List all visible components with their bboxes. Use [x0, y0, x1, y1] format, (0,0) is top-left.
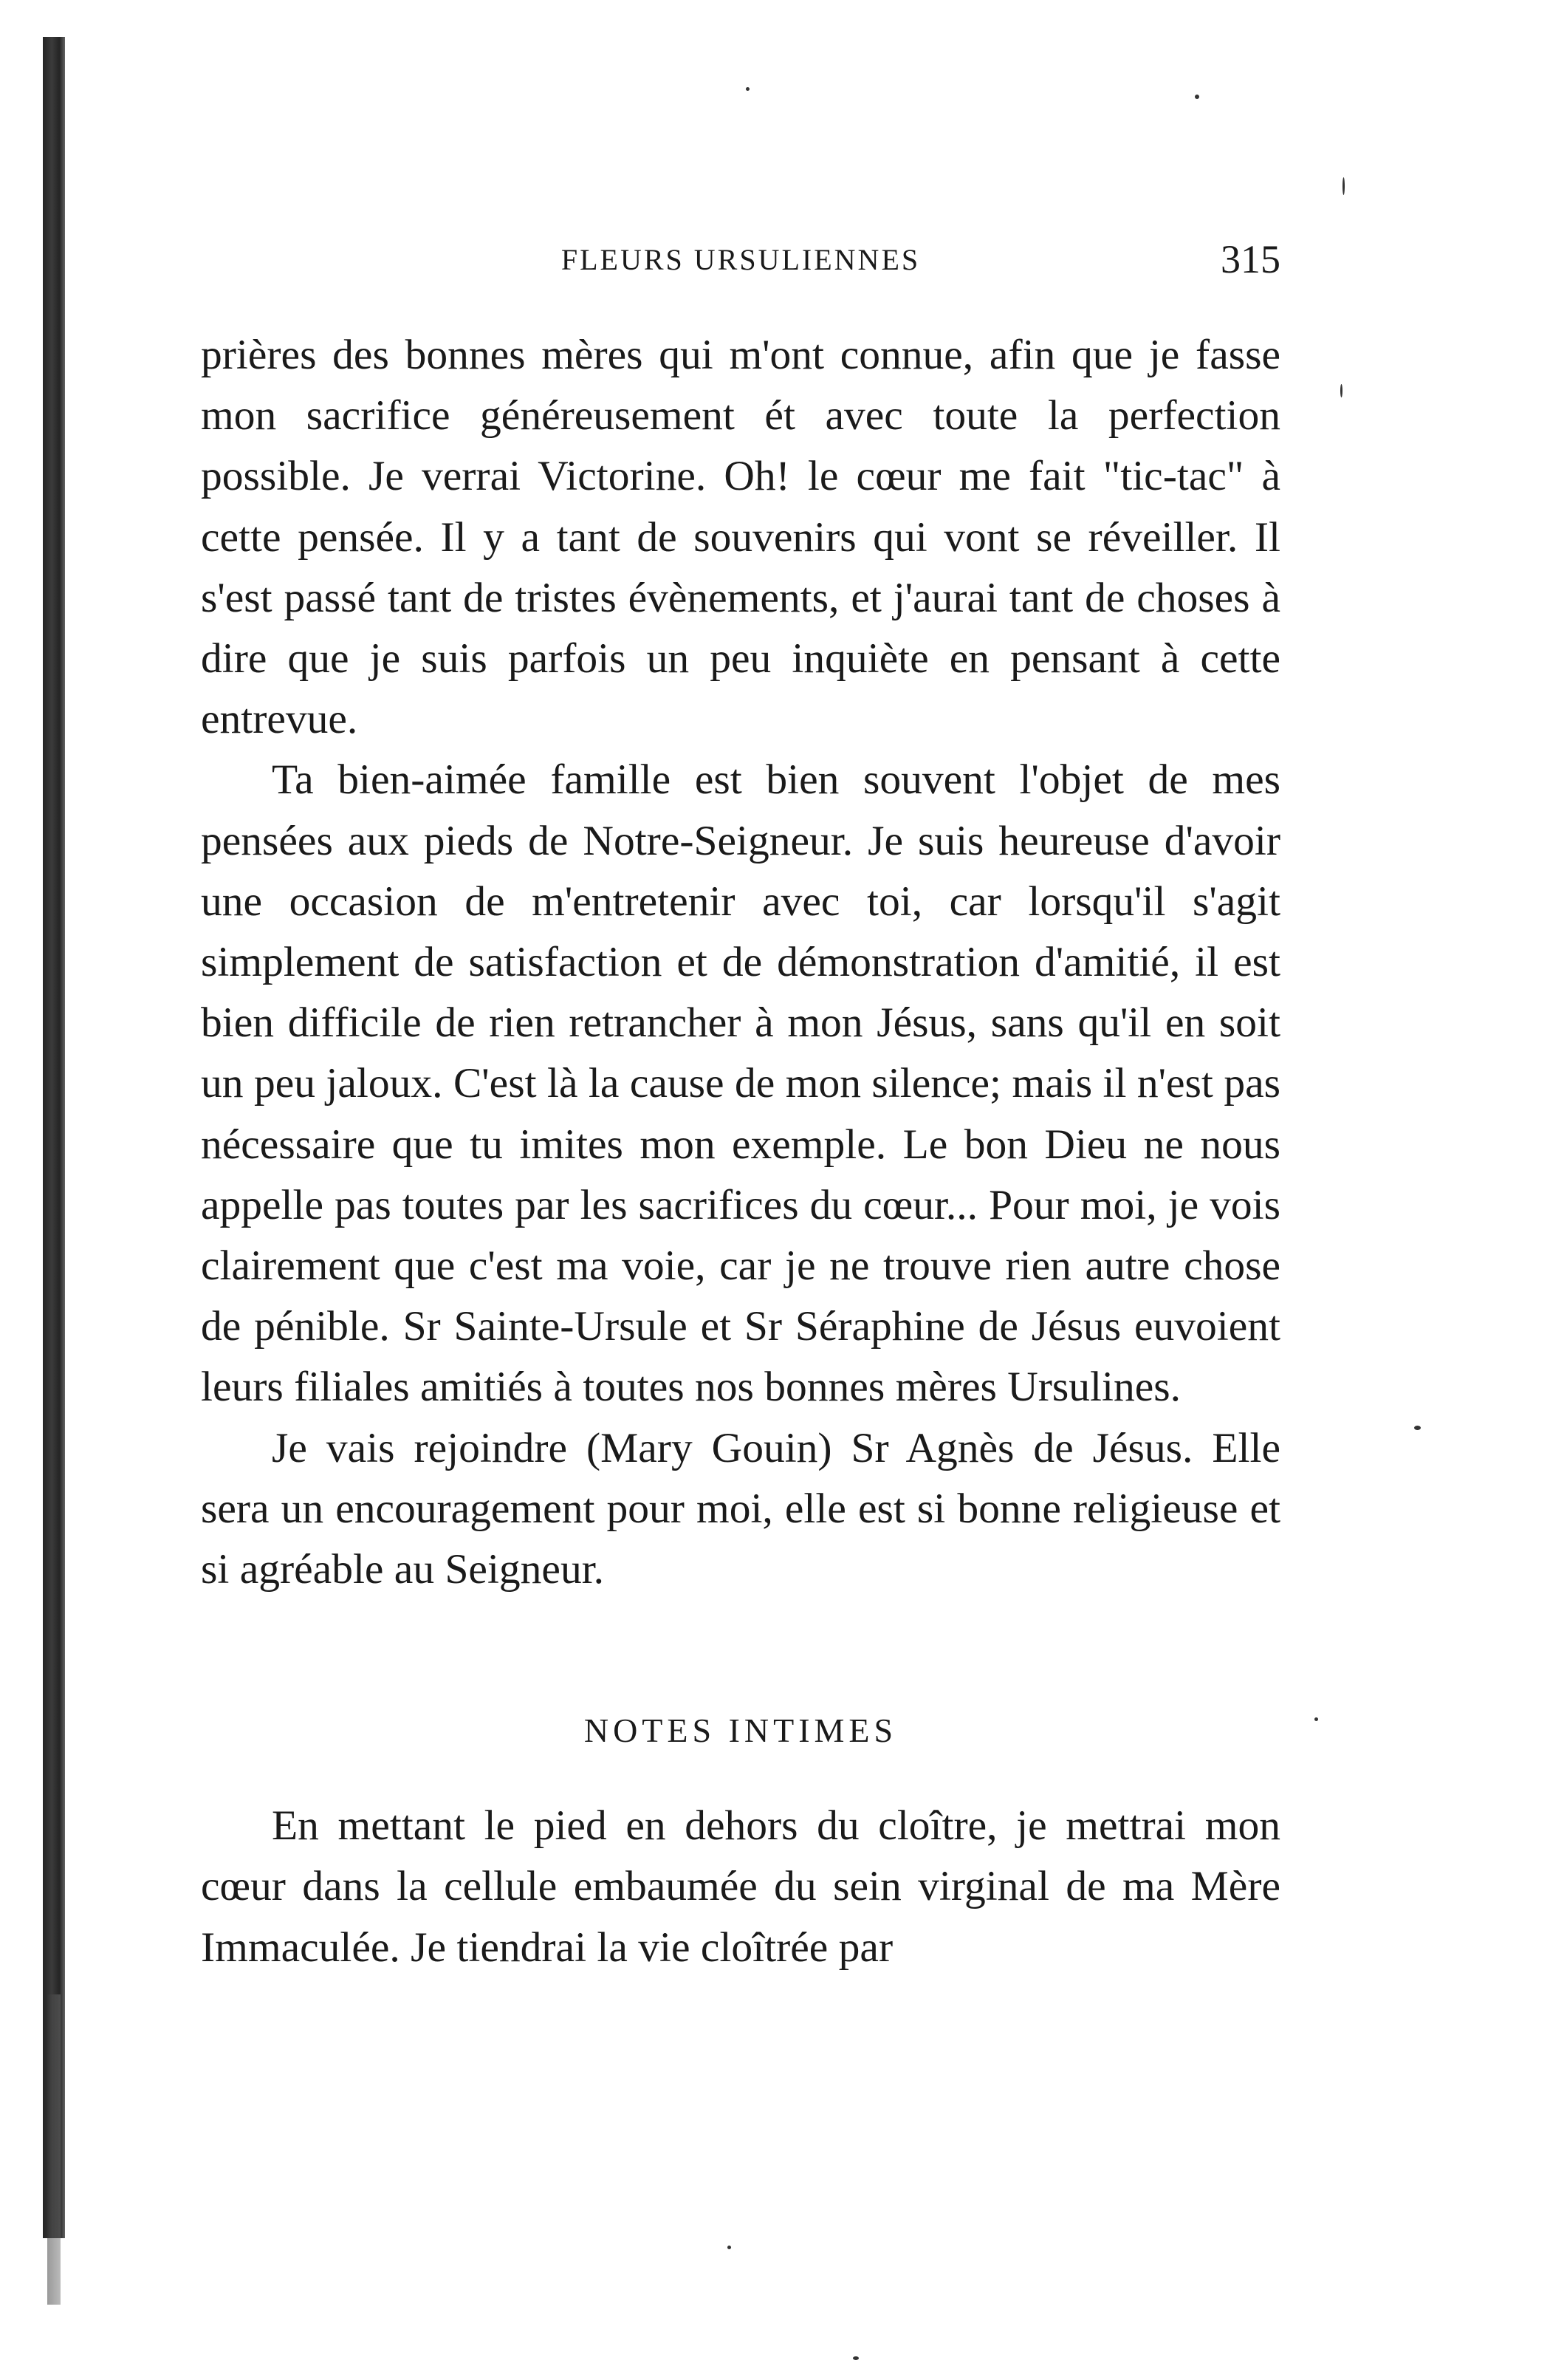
running-head — [201, 236, 1280, 303]
letter-body — [201, 325, 1280, 1600]
book-page — [201, 236, 1280, 1978]
page-number: 315 — [1221, 237, 1280, 281]
scan-speck — [1414, 1426, 1421, 1430]
running-title: FLEURS URSULIENNES — [560, 243, 921, 276]
paragraph: En mettant le pied en dehors du cloître, je mettrai mon cœur dans la cellule embaumée du sein virginal de ma Mère Immaculée. Je tiendrai la vie cloîtrée par — [201, 1802, 1280, 1971]
scan-speck — [1340, 384, 1342, 397]
scan-speck — [746, 87, 750, 91]
paragraph: Je vais rejoindre (Mary Gouin) Sr Agnès de Jésus. Elle sera un encouragement pour moi, elle est si bonne religieuse et si agréable au Seigneur. — [201, 1424, 1280, 1593]
paragraph: prières des bonnes mères qui m'ont connue, afin que je fasse mon sacrifice généreusement ét avec toute la perfection possible. Je verrai Victorine. Oh! le cœur me fait "tic-tac" à cette pensée. Il y a tant de souvenirs qui vont se réveiller. Il s'est passé tant de tristes évènements, et j'aurai tant de choses à dire que je suis parfois un peu inquiète en pensant à cette entrevue. — [201, 332, 1280, 743]
book-spine-fade — [47, 1994, 61, 2305]
scan-speck — [727, 2246, 731, 2249]
section-heading: NOTES INTIMES — [583, 1712, 898, 1750]
notes-body — [201, 1796, 1280, 1978]
scan-speck — [1195, 95, 1199, 99]
book-spine-shadow — [43, 37, 65, 2238]
scan-speck — [1342, 177, 1345, 195]
scan-speck — [853, 2356, 859, 2360]
scan-speck — [1314, 1717, 1318, 1721]
paragraph: Ta bien-aimée famille est bien souvent l'objet de mes pensées aux pieds de Notre-Seigneur. Je suis heureuse d'avoir une occasion de m'entretenir avec toi, car lorsqu'il s'agit simplement de satisfaction et de démonstration d'amitié, il est bien difficile de rien retrancher à mon Jésus, sans qu'il en soit un peu jaloux. C'est là la cause de mon silence; mais il n'est pas nécessaire que tu imites mon exemple. Le bon Dieu ne nous appelle pas toutes par les sacrifices du cœur... Pour moi, je vois clairement que c'est ma voie, car je ne trouve rien autre chose de pénible. Sr Sainte-Ursule et Sr Séraphine de Jésus euvoient leurs filiales amitiés à toutes nos bonnes mères Ursulines. — [201, 756, 1280, 1411]
